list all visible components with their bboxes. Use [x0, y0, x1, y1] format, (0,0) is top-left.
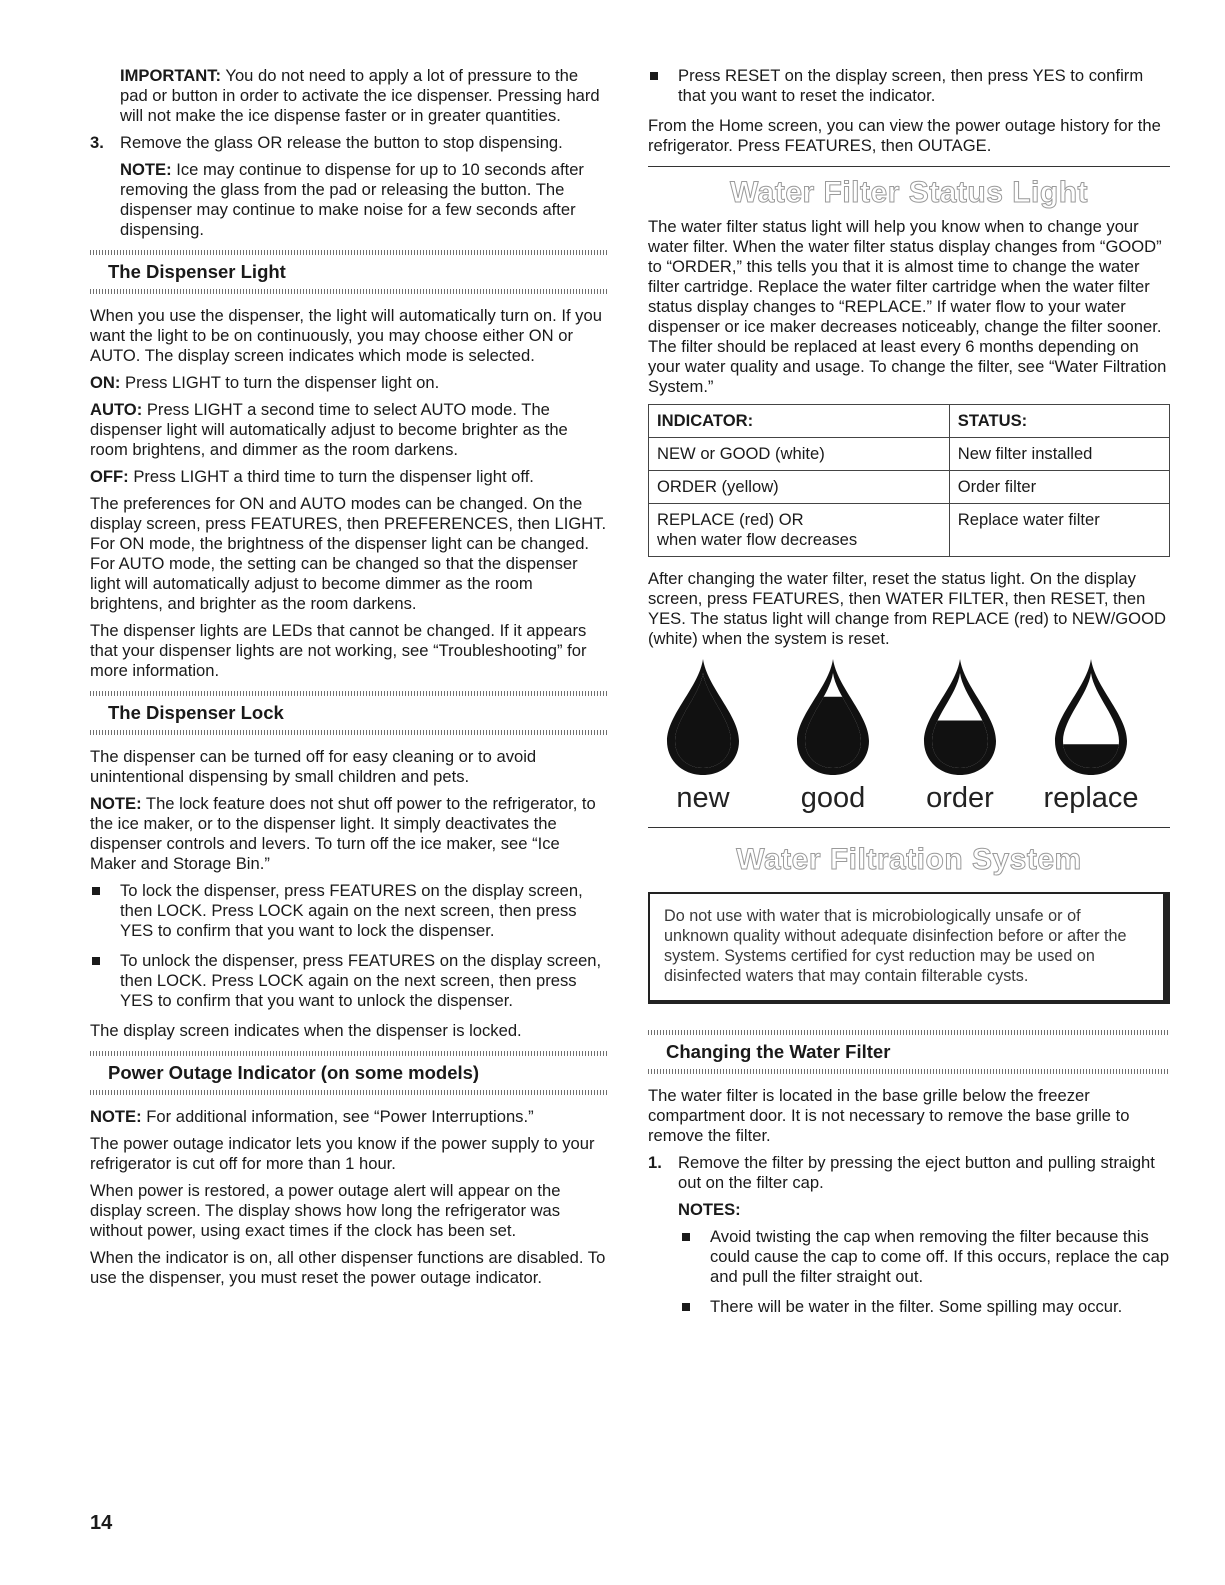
bullet-text: Avoid twisting the cap when removing the filter because this could cause the cap to come off. If this occurs, replace the cap and pull the filter straight out.: [710, 1227, 1170, 1286]
drop-good: [778, 657, 888, 815]
table-row: [649, 438, 1170, 471]
main-heading-filtration: Water Filtration System: [736, 843, 1082, 876]
important-text: You do not need to apply a lot of pressure to the pad or button in order to activate the ice dispenser. Pressing hard will not make the ice dispense faster or in greater quantities.: [120, 66, 600, 125]
step-1: [648, 1153, 1170, 1193]
section-header-power-outage: [90, 1051, 608, 1095]
warning-text: Do not use with water that is microbiologically unsafe or of unknown quality without adequate disinfection before or after the system. Systems certified for cyst reduction may be used on disinfected waters that may contain filterable cysts.: [664, 907, 1127, 985]
note-paragraph: [90, 160, 608, 240]
drop-order: [905, 657, 1015, 815]
bullet-item: [648, 1297, 1170, 1317]
section-rule: [648, 827, 1170, 828]
table-row: [649, 471, 1170, 504]
section-header-dispenser-light: [90, 250, 608, 294]
bullet-text: To lock the dispenser, press FEATURES on the display screen, then LOCK. Press LOCK again on the next screen, then press YES to confirm that you want to lock the dispenser.: [120, 881, 583, 940]
paragraph: When power is restored, a power outage alert will appear on the display screen. The display shows how long the refrigerator was without power, using exact times if the clock has been set.: [90, 1181, 561, 1240]
step-text: Remove the filter by pressing the eject button and pulling straight out on the filter cap.: [678, 1153, 1155, 1192]
bullet-text: To unlock the dispenser, press FEATURES on the display screen, then LOCK. Press LOCK again on the next screen, then press YES to confirm that you want to unlock the dispenser.: [120, 951, 602, 1010]
auto-mode-paragraph: [90, 400, 608, 460]
hatch-rule: [648, 1030, 1170, 1035]
table-cell: New filter installed: [949, 438, 1169, 471]
water-drop-icon: [663, 657, 743, 777]
table-cell: ORDER (yellow): [649, 471, 950, 504]
table-cell: Order filter: [949, 471, 1169, 504]
paragraph: The dispenser lights are LEDs that cannot be changed. If it appears that your dispenser lights are not working, see “Troubleshooting” for more information.: [90, 621, 587, 680]
section-heading: Changing the Water Filter: [666, 1041, 891, 1062]
section-header-changing-filter: [648, 1030, 1170, 1074]
water-drop-icon: [1051, 657, 1131, 777]
bullet-item: [90, 951, 608, 1011]
bullet-square-icon: [682, 1303, 690, 1311]
drop-label: order: [926, 782, 994, 814]
note-text: For additional information, see “Power Interruptions.”: [141, 1107, 534, 1126]
step-number: 1.: [648, 1153, 662, 1172]
status-table: [648, 404, 1170, 557]
paragraph: The water filter is located in the base grille below the freezer compartment door. It is not necessary to remove the base grille to remove the filter.: [648, 1086, 1130, 1145]
paragraph: The water filter status light will help you know when to change your water filter. When the water filter status display changes from “GOOD” to “ORDER,” this tells you that it is almost time to change the water filter cartridge. Replace the water filter cartridge when the water filter status display changes to “REPLACE.” If water flow to your water dispenser or ice maker decreases noticeably, change the filter sooner. The filter should be replaced at least every 6 months depending on your water quality and usage. To change the filter, see “Water Filtration System.”: [648, 217, 1167, 396]
column-header: INDICATOR:: [649, 405, 950, 438]
main-heading-status-light: Water Filter Status Light: [729, 176, 1089, 209]
important-paragraph: [90, 66, 608, 126]
table-cell: REPLACE (red) OR when water flow decreases: [649, 504, 950, 557]
step-text: Remove the glass OR release the button to stop dispensing.: [120, 133, 563, 152]
paragraph: When the indicator is on, all other dispenser functions are disabled. To use the dispenser, you must reset the power outage indicator.: [90, 1248, 606, 1287]
bullet-item: [90, 881, 608, 941]
paragraph: When you use the dispenser, the light will automatically turn on. If you want the light to be on continuously, you may choose either ON or AUTO. The display screen indicates which mode is selected.: [90, 306, 602, 365]
right-column: [648, 66, 1170, 1327]
warning-box: [648, 892, 1170, 1004]
bullet-text: There will be water in the filter. Some spilling may occur.: [710, 1297, 1123, 1316]
note-label: NOTE:: [90, 1107, 142, 1126]
column-header: STATUS:: [949, 405, 1169, 438]
hatch-rule: [90, 1051, 608, 1056]
step-3: [90, 133, 608, 153]
table-cell: Replace water filter: [949, 504, 1169, 557]
off-label: OFF:: [90, 467, 129, 486]
hatch-rule: [90, 691, 608, 696]
note-text: The lock feature does not shut off power to the refrigerator, to the ice maker, or to the dispenser light. It simply deactivates the dispenser controls and levers. To turn off the ice maker, see “Ice Maker and Storage Bin.”: [90, 794, 596, 873]
on-text: Press LIGHT to turn the dispenser light on.: [120, 373, 440, 392]
section-heading: The Dispenser Lock: [108, 702, 284, 723]
drop-label: good: [800, 782, 866, 814]
auto-label: AUTO:: [90, 400, 143, 419]
note-label: NOTE:: [90, 794, 142, 813]
water-drop-icon: [920, 657, 1000, 777]
filter-status-drops: [648, 657, 1170, 817]
paragraph: The preferences for ON and AUTO modes can be changed. On the display screen, press FEATURES, then PREFERENCES, then LIGHT. For ON mode, the brightness of the dispenser light can be changed. For AUTO mode, the setting can be changed so that the dispenser light will automatically adjust to become dimmer as the room brightens, and brighter as the room darkens.: [90, 494, 607, 613]
hatch-rule: [90, 250, 608, 255]
on-label: ON:: [90, 373, 121, 392]
bullet-square-icon: [92, 957, 100, 965]
hatch-rule: [90, 1090, 608, 1095]
note-label: NOTE:: [120, 160, 172, 179]
drop-label: new: [676, 782, 730, 814]
bullet-item: [648, 66, 1170, 106]
page-number: 14: [90, 1512, 113, 1534]
drop-label: replace: [1043, 782, 1139, 814]
hatch-rule: [90, 289, 608, 294]
paragraph: The display screen indicates when the dispenser is locked.: [90, 1021, 522, 1040]
bullet-square-icon: [92, 887, 100, 895]
section-rule: [648, 166, 1170, 167]
off-mode-paragraph: [90, 467, 608, 487]
drop-new: [648, 657, 758, 815]
hatch-rule: [648, 1069, 1170, 1074]
note-paragraph: [90, 1107, 608, 1127]
hatch-rule: [90, 730, 608, 735]
paragraph: The power outage indicator lets you know if the power supply to your refrigerator is cut off for more than 1 hour.: [90, 1134, 595, 1173]
paragraph: The dispenser can be turned off for easy cleaning or to avoid unintentional dispensing by small children and pets.: [90, 747, 537, 786]
table-header-row: [649, 405, 1170, 438]
step-number: 3.: [90, 133, 104, 152]
important-label: IMPORTANT:: [120, 66, 222, 85]
bullet-text: Press RESET on the display screen, then press YES to confirm that you want to reset the indicator.: [678, 66, 1144, 105]
water-drop-icon: [793, 657, 873, 777]
note-paragraph: [90, 794, 608, 874]
section-heading: Power Outage Indicator (on some models): [108, 1062, 480, 1083]
bullet-item: [648, 1227, 1170, 1287]
auto-text: Press LIGHT a second time to select AUTO mode. The dispenser light will automatically adjust to become brighter as the room brightens, and dimmer as the room darkens.: [90, 400, 568, 459]
bullet-square-icon: [650, 72, 658, 80]
off-text: Press LIGHT a third time to turn the dispenser light off.: [128, 467, 534, 486]
table-cell: NEW or GOOD (white): [649, 438, 950, 471]
section-heading: The Dispenser Light: [108, 261, 286, 282]
table-row: [649, 504, 1170, 557]
paragraph: After changing the water filter, reset the status light. On the display screen, press FEATURES, then WATER FILTER, then RESET, then YES. The status light will change from REPLACE (red) to NEW/GOOD (white) when the system is reset.: [648, 569, 1166, 648]
on-mode-paragraph: [90, 373, 608, 393]
left-column: [90, 66, 608, 1295]
note-text: Ice may continue to dispense for up to 10 seconds after removing the glass from the pad or releasing the button. The dispenser may continue to make noise for a few seconds after dispensing.: [120, 160, 584, 239]
paragraph: From the Home screen, you can view the power outage history for the refrigerator. Press FEATURES, then OUTAGE.: [648, 116, 1161, 155]
section-header-dispenser-lock: [90, 691, 608, 735]
bullet-square-icon: [682, 1233, 690, 1241]
drop-replace: [1036, 657, 1146, 815]
notes-label: NOTES:: [678, 1200, 741, 1219]
